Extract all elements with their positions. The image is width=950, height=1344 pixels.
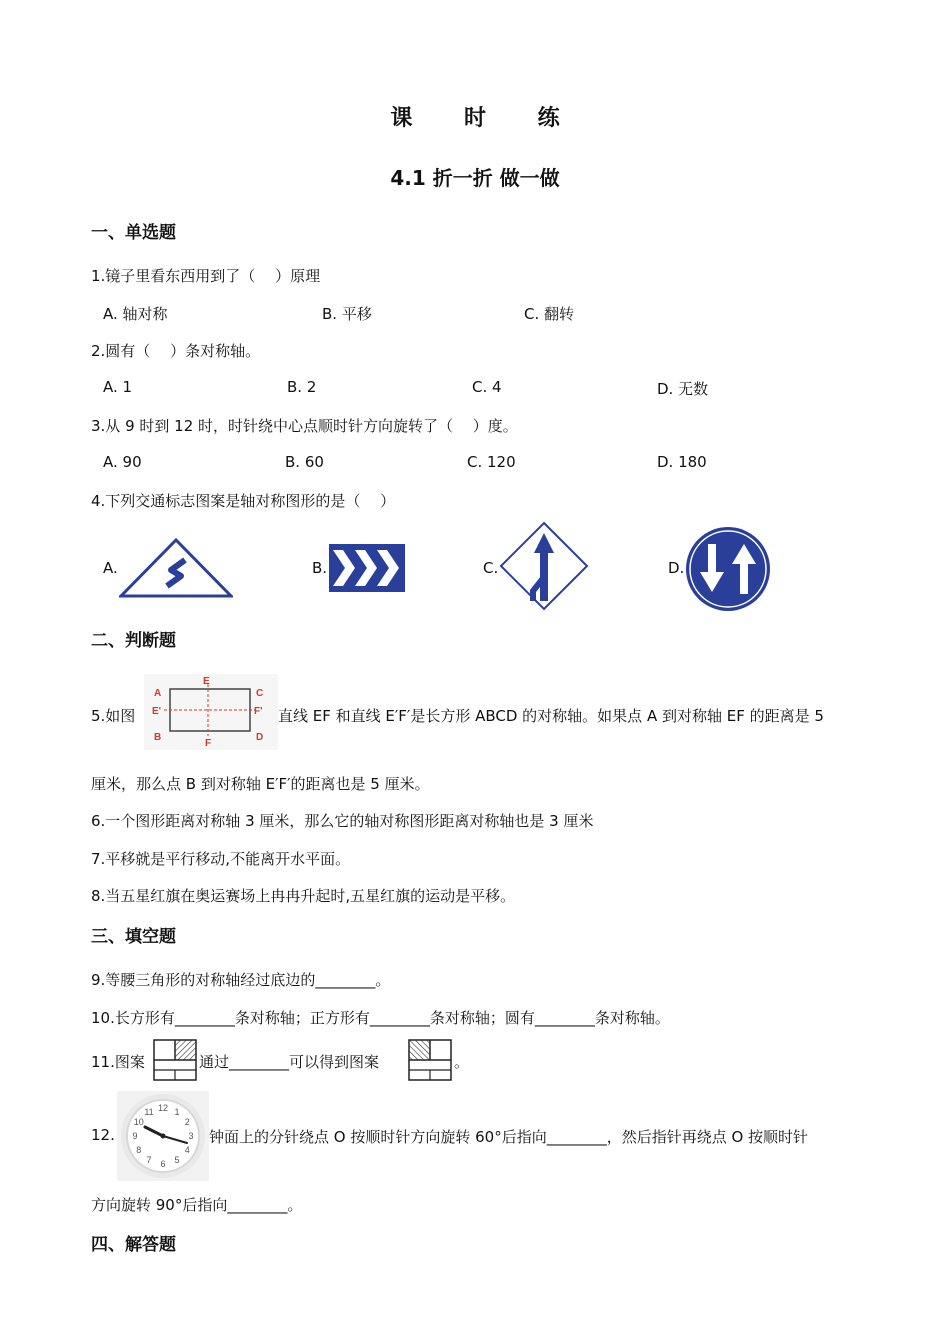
- q3-option-b: B. 60: [285, 453, 324, 471]
- q1-option-a: A. 轴对称: [103, 305, 168, 323]
- q3-option-a: A. 90: [103, 453, 142, 471]
- label-f: F: [205, 738, 212, 749]
- question-11-part-2: 通过________可以得到图案: [199, 1053, 380, 1071]
- clock-numeral: 5: [174, 1155, 180, 1166]
- question-12-line-2: 方向旋转 90°后指向________。: [91, 1196, 303, 1214]
- question-10: 10.长方形有________条对称轴；正方形有________条对称轴；圆有________条对称轴。: [91, 1009, 670, 1027]
- clock-numeral: 6: [160, 1159, 166, 1169]
- clock-numeral: 4: [184, 1145, 190, 1155]
- label-e-prime: E': [152, 706, 162, 717]
- question-3: 3.从 9 时到 12 时，时针绕中心点顺时针方向旋转了（ ）度。: [91, 417, 518, 435]
- sign-b-chevron-icon: [329, 544, 405, 592]
- q3-option-c: C. 120: [467, 453, 516, 471]
- label-e: E: [203, 676, 210, 687]
- label-f-prime: F': [254, 706, 263, 717]
- question-8: 8.当五星红旗在奥运赛场上冉冉升起时,五星红旗的运动是平移。: [91, 887, 516, 905]
- label-b: B: [154, 732, 162, 743]
- clock-face-figure: [117, 1091, 209, 1181]
- clock-numeral: 8: [136, 1145, 142, 1155]
- question-12-prefix: 12.: [91, 1126, 115, 1144]
- section-heading-2: 二、判断题: [91, 631, 176, 651]
- pattern-2-figure: [408, 1039, 452, 1081]
- rectangle-abcd-diagram: [144, 674, 278, 750]
- clock-numeral: 7: [146, 1155, 152, 1166]
- section-heading-4: 四、解答题: [91, 1235, 176, 1255]
- clock-numeral: 11: [144, 1106, 154, 1117]
- question-12-line-1: 钟面上的分针绕点 O 按顺时针方向旋转 60°后指向________，然后指针再绕点 O 按顺时针: [209, 1128, 809, 1146]
- label-c: C: [256, 688, 264, 699]
- question-5-prefix: 5.如图: [91, 707, 136, 725]
- section-heading-3: 三、填空题: [91, 927, 176, 947]
- clock-numeral: 10: [133, 1117, 144, 1127]
- clock-numeral: 3: [188, 1131, 194, 1141]
- label-a: A: [154, 688, 162, 699]
- question-7: 7.平移就是平行移动,不能离开水平面。: [91, 850, 351, 868]
- q2-option-d: D. 无数: [657, 380, 709, 398]
- label-d: D: [256, 732, 264, 743]
- question-9: 9.等腰三角形的对称轴经过底边的________。: [91, 971, 391, 989]
- q4-option-b: B.: [312, 559, 328, 577]
- question-6: 6.一个图形距离对称轴 3 厘米，那么它的轴对称图形距离对称轴也是 3 厘米: [91, 812, 594, 830]
- question-5-line-2: 厘米，那么点 B 到对称轴 E′F′的距离也是 5 厘米。: [91, 775, 430, 793]
- q3-option-d: D. 180: [657, 453, 707, 471]
- question-5-line-1: 直线 EF 和直线 E′F′是长方形 ABCD 的对称轴。如果点 A 到对称轴 EF 的距离是 5: [278, 707, 824, 725]
- question-1: 1.镜子里看东西用到了（ ）原理: [91, 267, 321, 285]
- clock-numeral: 12: [157, 1103, 169, 1113]
- question-11-part-3: 。: [454, 1053, 470, 1071]
- pattern-1-figure: [153, 1039, 197, 1081]
- page-title: 课 时 练: [390, 106, 582, 131]
- sign-a-triangle-icon: [119, 538, 233, 598]
- section-heading-1: 一、单选题: [91, 223, 176, 243]
- q4-option-c: C.: [483, 559, 499, 577]
- clock-numeral: 2: [184, 1117, 190, 1127]
- question-4: 4.下列交通标志图案是轴对称图形的是（ ）: [91, 492, 396, 510]
- q4-option-a: A.: [103, 559, 118, 577]
- q1-option-c: C. 翻转: [524, 305, 575, 323]
- question-11-part-1: 11.图案: [91, 1053, 145, 1071]
- q2-option-c: C. 4: [472, 378, 502, 396]
- clock-numeral: 1: [174, 1106, 180, 1117]
- question-2: 2.圆有（ ）条对称轴。: [91, 342, 261, 360]
- q1-option-b: B. 平移: [322, 305, 372, 323]
- q4-option-d: D.: [668, 559, 685, 577]
- q2-option-a: A. 1: [103, 378, 133, 396]
- sign-d-two-way-arrows-icon: [685, 526, 771, 612]
- q2-option-b: B. 2: [287, 378, 317, 396]
- page-subtitle: 4.1 折一折 做一做: [390, 166, 560, 190]
- clock-numeral: 9: [132, 1131, 138, 1141]
- sign-c-merge-icon: [499, 521, 589, 611]
